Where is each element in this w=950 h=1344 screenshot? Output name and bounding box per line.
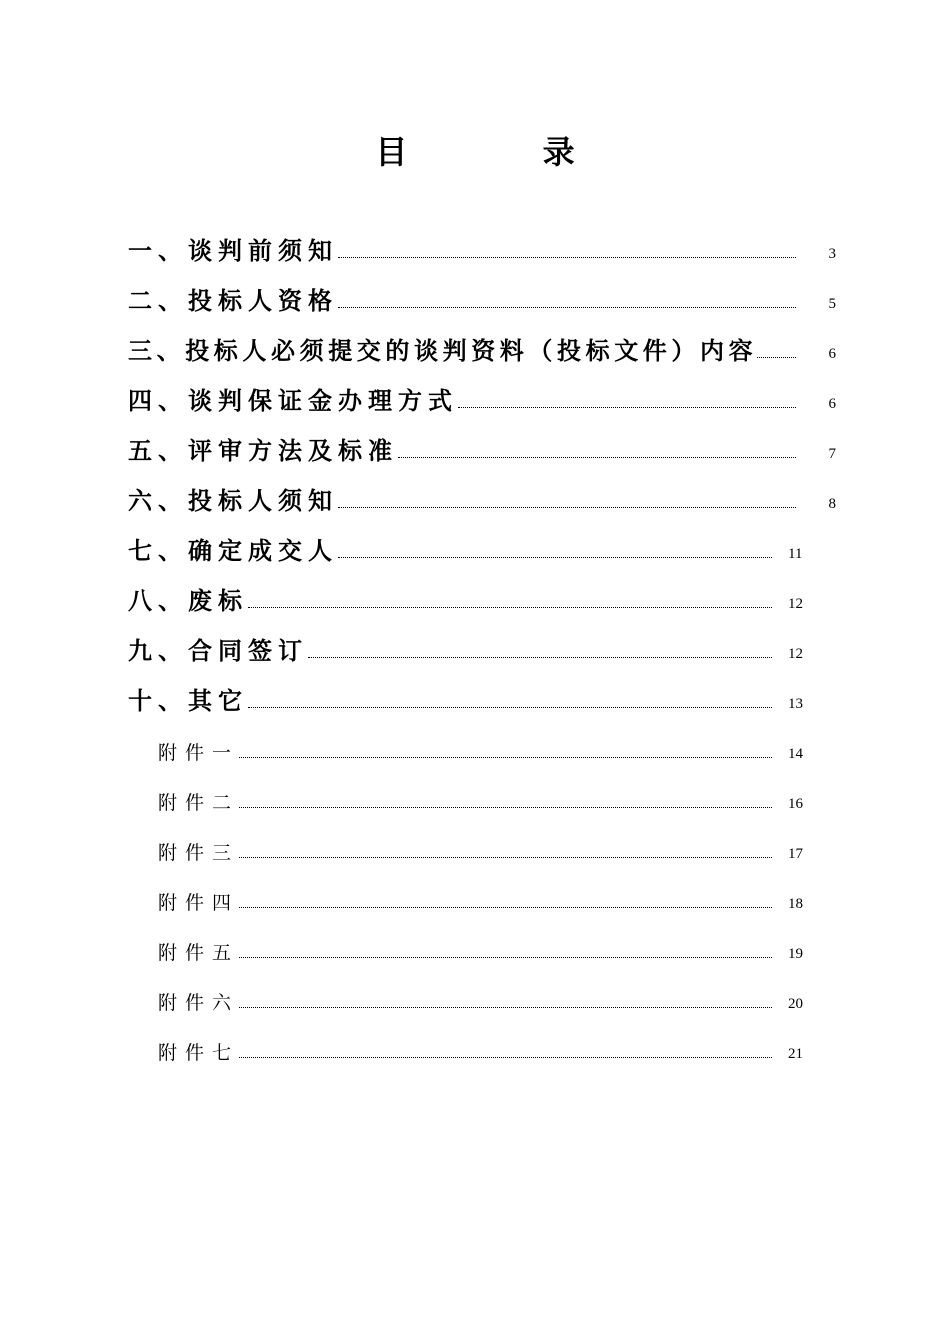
dot-leader	[239, 906, 772, 908]
toc-appendix-2[interactable]	[158, 782, 828, 816]
dot-leader	[458, 406, 796, 408]
toc-entry-10[interactable]	[128, 682, 828, 716]
toc-entry-6[interactable]	[128, 482, 836, 516]
toc-appendix-page: 18	[788, 896, 803, 912]
toc-entry-label: 三、投标人必须提交的谈判资料（投标文件）内容	[128, 337, 758, 365]
dot-leader	[338, 256, 796, 258]
toc-title: 目 录	[375, 133, 637, 171]
dot-leader	[308, 656, 772, 658]
dot-leader	[239, 756, 772, 758]
toc-appendix-label: 附件二	[158, 792, 240, 814]
toc-appendix-6[interactable]	[158, 982, 828, 1016]
toc-appendix-3[interactable]	[158, 832, 828, 866]
toc-appendix-label: 附件一	[158, 742, 240, 764]
dot-leader	[239, 806, 772, 808]
toc-appendix-page: 16	[788, 796, 803, 812]
toc-appendix-label: 附件五	[158, 942, 240, 964]
toc-appendix-page: 20	[788, 996, 803, 1012]
toc-entry-2[interactable]	[128, 282, 836, 316]
toc-entry-label: 十、其它	[128, 687, 248, 715]
toc-entry-8[interactable]	[128, 582, 828, 616]
toc-entry-label: 七、确定成交人	[128, 537, 338, 565]
dot-leader	[239, 1056, 772, 1058]
dot-leader	[338, 556, 772, 558]
toc-entry-label: 二、投标人资格	[128, 287, 338, 315]
toc-entry-4[interactable]	[128, 382, 836, 416]
toc-entry-5[interactable]	[128, 432, 836, 466]
toc-entry-9[interactable]	[128, 632, 828, 666]
toc-entry-page: 6	[828, 346, 836, 362]
dot-leader	[239, 856, 772, 858]
toc-entry-label: 八、废标	[128, 587, 248, 615]
toc-appendix-label: 附件三	[158, 842, 240, 864]
toc-entry-page: 6	[828, 396, 836, 412]
toc-entry-label: 五、评审方法及标准	[128, 437, 398, 465]
toc-appendix-5[interactable]	[158, 932, 828, 966]
toc-appendix-label: 附件四	[158, 892, 240, 914]
toc-appendix-7[interactable]	[158, 1032, 828, 1066]
toc-entry-7[interactable]	[128, 532, 828, 566]
dot-leader	[338, 306, 796, 308]
toc-entry-page: 7	[828, 446, 836, 462]
toc-entry-3[interactable]	[128, 332, 836, 366]
toc-appendix-4[interactable]	[158, 882, 828, 916]
toc-entry-1[interactable]	[128, 232, 836, 266]
toc-entry-page: 8	[828, 496, 836, 512]
toc-entry-label: 九、合同签订	[128, 637, 308, 665]
toc-entry-label: 六、投标人须知	[128, 487, 338, 515]
dot-leader	[239, 956, 772, 958]
toc-entry-label: 一、谈判前须知	[128, 237, 338, 265]
dot-leader	[248, 606, 772, 608]
toc-appendix-page: 14	[788, 746, 803, 762]
toc-entry-page: 12	[788, 646, 803, 662]
toc-entry-page: 5	[828, 296, 836, 312]
toc-entry-page: 12	[788, 596, 803, 612]
dot-leader	[398, 456, 796, 458]
toc-appendix-page: 21	[788, 1046, 803, 1062]
toc-appendix-label: 附件六	[158, 992, 240, 1014]
toc-entry-page: 13	[788, 696, 803, 712]
dot-leader	[757, 356, 796, 358]
toc-entry-label: 四、谈判保证金办理方式	[128, 387, 458, 415]
toc-entry-page: 11	[788, 546, 803, 562]
dot-leader	[338, 506, 796, 508]
toc-appendix-page: 19	[788, 946, 803, 962]
toc-appendix-label: 附件七	[158, 1042, 240, 1064]
toc-appendix-page: 17	[788, 846, 803, 862]
toc-entry-page: 3	[828, 246, 836, 262]
dot-leader	[248, 706, 772, 708]
toc-appendix-1[interactable]	[158, 732, 828, 766]
dot-leader	[239, 1006, 772, 1008]
